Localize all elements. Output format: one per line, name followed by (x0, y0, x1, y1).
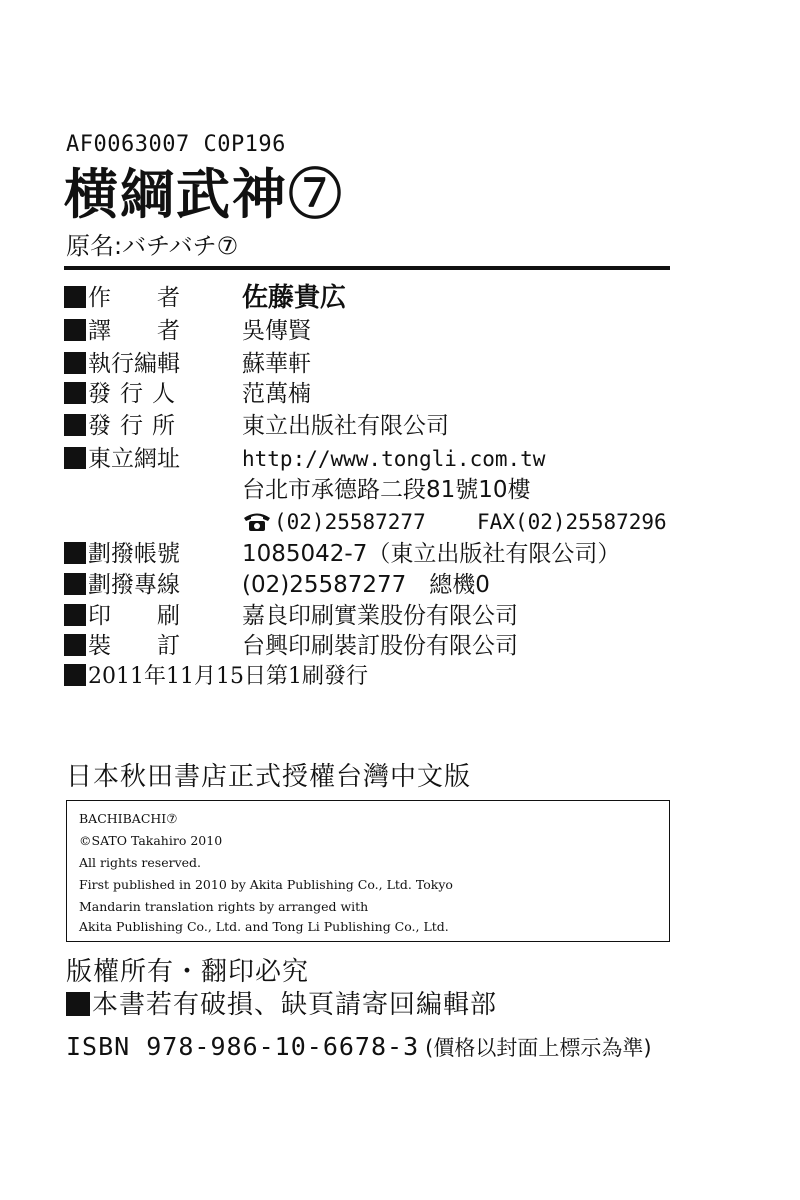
square-bullet-icon (64, 542, 86, 564)
square-bullet-icon (64, 286, 86, 308)
rights-notice: 版權所有・翻印必究 (66, 957, 310, 987)
address (242, 474, 531, 506)
square-bullet-icon (66, 992, 90, 1016)
copyright-line: BACHIBACHI⑦ (79, 811, 178, 826)
credit-label: 作 者 (88, 285, 180, 311)
credit-label: 執行編輯 (88, 351, 180, 377)
original-title: 原名:バチバチ⑦ (66, 232, 239, 260)
isbn-number: ISBN 978-986-10-6678-3 (66, 1032, 420, 1061)
copyright-line: All rights reserved. (79, 855, 202, 870)
credit-editor (64, 348, 311, 380)
credit-label: 東立網址 (88, 446, 180, 472)
square-bullet-icon (64, 447, 86, 469)
address-text: 台北市承德路二段81號10樓 (242, 477, 531, 503)
credit-label: 發行人 (88, 381, 184, 407)
book-title: 横綱武神⑦ (64, 162, 344, 226)
credit-label: 劃撥帳號 (88, 541, 180, 567)
square-bullet-icon (64, 352, 86, 374)
credit-binding (64, 630, 518, 662)
isbn-line (66, 1030, 652, 1065)
copyright-line: First published in 2010 by Akita Publishing Co., Ltd. Tokyo (79, 877, 453, 892)
credit-translator (64, 315, 311, 347)
credit-label: 印 刷 (88, 603, 180, 629)
damage-notice (66, 988, 497, 1022)
phone-number: (02)25587277 (274, 510, 426, 534)
credit-value: 佐藤貴広 (242, 283, 347, 313)
credit-value: 台興印刷裝訂股份有限公司 (242, 633, 518, 659)
credit-account (64, 538, 621, 570)
credit-author (64, 282, 347, 314)
price-note: (價格以封面上標示為準) (425, 1036, 652, 1060)
credit-publishing-house (64, 410, 449, 442)
copyright-line: Mandarin translation rights by arranged with (79, 899, 369, 914)
square-bullet-icon (64, 604, 86, 626)
fax-number: FAX(02)25587296 (477, 510, 667, 534)
publication-date (64, 662, 368, 692)
publication-date-text: 2011年11月15日第1刷發行 (88, 664, 368, 689)
credit-value: 東立出版社有限公司 (242, 413, 449, 439)
copyright-line: ©SATO Takahiro 2010 (79, 833, 223, 848)
credit-value: 范萬楠 (242, 381, 311, 407)
square-bullet-icon (64, 634, 86, 656)
telephone-icon (242, 509, 272, 533)
title-divider (64, 266, 670, 270)
credit-publisher (64, 378, 311, 410)
credit-label: 譯 者 (88, 318, 180, 344)
phone-line (242, 506, 667, 538)
product-code: AF0063007 C0P196 (66, 132, 286, 157)
credit-hotline (64, 569, 490, 601)
credit-label: 裝 訂 (88, 633, 180, 659)
square-bullet-icon (64, 573, 86, 595)
credit-value: 蘇華軒 (242, 351, 311, 377)
credit-label: 發行所 (88, 413, 184, 439)
credit-value: 吳傳賢 (242, 318, 311, 344)
credit-printing (64, 600, 518, 632)
copyright-line: Akita Publishing Co., Ltd. and Tong Li Publishing Co., Ltd. (79, 919, 449, 934)
credit-website (64, 443, 546, 475)
copyright-box (66, 800, 670, 942)
square-bullet-icon (64, 664, 86, 686)
credit-value: 嘉良印刷實業股份有限公司 (242, 603, 518, 629)
website-link[interactable]: http://www.tongli.com.tw (242, 447, 546, 471)
square-bullet-icon (64, 382, 86, 404)
square-bullet-icon (64, 414, 86, 436)
credit-value: 1085042-7（東立出版社有限公司） (242, 541, 621, 567)
square-bullet-icon (64, 319, 86, 341)
credit-value: (02)25587277 總機0 (242, 572, 490, 598)
credit-label: 劃撥專線 (88, 572, 180, 598)
authorization-notice: 日本秋田書店正式授權台灣中文版 (66, 762, 472, 792)
damage-notice-text: 本書若有破損、缺頁請寄回編輯部 (92, 990, 498, 1020)
